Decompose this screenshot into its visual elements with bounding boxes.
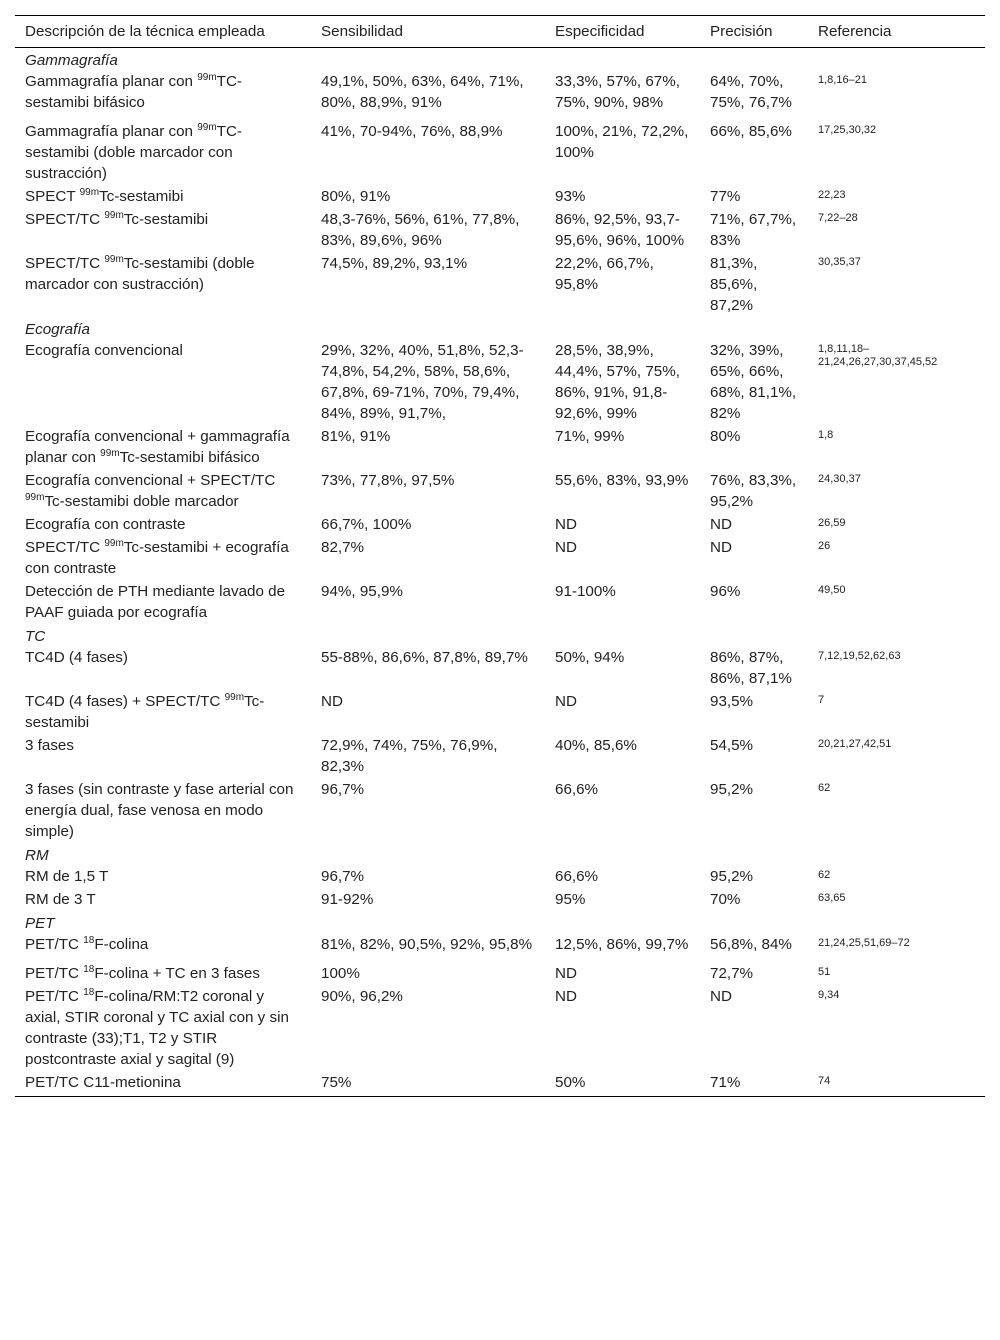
- section-label: Gammagrafía: [25, 52, 118, 69]
- reference-cell: 63,65: [818, 892, 846, 904]
- precision-cell: 71%: [700, 1072, 808, 1097]
- precision-cell: 95,2%: [710, 868, 754, 885]
- reference-cell: 17,25,30,32: [818, 124, 877, 136]
- isotope-mass-number: 18: [83, 986, 95, 998]
- sensitivity-cell: 81%, 91%: [321, 428, 391, 445]
- section-row: [15, 912, 985, 934]
- precision-cell: 64%, 70%, 75%, 76,7%: [710, 73, 792, 111]
- specificity-cell: 12,5%, 86%, 99,7%: [555, 936, 689, 953]
- precision-cell: 56,8%, 84%: [710, 936, 792, 953]
- specificity-cell: 95%: [555, 891, 586, 908]
- section-row: [15, 844, 985, 866]
- precision-cell: ND: [710, 539, 732, 556]
- technique-text-suffix: TC-sestamibi (doble marcador con sustracción): [25, 123, 242, 182]
- isotope-mass-number: 99m: [224, 691, 245, 703]
- precision-cell: ND: [710, 988, 732, 1005]
- technique-text-suffix: Tc-sestamibi doble marcador: [44, 493, 239, 510]
- specificity-cell: 66,6%: [555, 868, 599, 885]
- isotope-mass-number: 18: [83, 963, 95, 975]
- isotope-mass-number: 99m: [104, 537, 124, 549]
- section-label: RM: [25, 847, 49, 864]
- specificity-cell: 71%, 99%: [555, 428, 625, 445]
- specificity-cell: 33,3%, 57%, 67%, 75%, 90%, 98%: [555, 73, 680, 111]
- precision-cell: 72,7%: [710, 965, 754, 982]
- technique-text-suffix: Tc-sestamibi + ecografía con contraste: [25, 539, 289, 577]
- header-cell-sensitivity: Sensibilidad: [311, 16, 545, 48]
- sensitivity-cell: 82,7%: [321, 539, 365, 556]
- table-row: [15, 691, 985, 735]
- reference-cell: 22,23: [818, 189, 846, 201]
- table-row: [15, 581, 985, 625]
- sensitivity-cell: 96,7%: [321, 868, 365, 885]
- reference-cell: 49,50: [818, 584, 846, 596]
- technique-cell: [15, 209, 311, 253]
- reference-cell: 7: [818, 694, 825, 706]
- section-row: [15, 318, 985, 340]
- specificity-cell: 86%, 92,5%, 93,7-95,6%, 96%, 100%: [555, 211, 685, 249]
- technique-text-suffix: Tc-sestamibi bifásico: [119, 449, 260, 466]
- technique-text: PET/TC: [25, 936, 84, 953]
- technique-text: Gammagrafía planar con: [25, 73, 198, 90]
- technique-text: Ecografía convencional + gammagrafía planar con: [25, 428, 290, 466]
- section-label: TC: [25, 628, 46, 645]
- table-row: [15, 537, 985, 581]
- sensitivity-cell: 74,5%, 89,2%, 93,1%: [321, 255, 468, 272]
- table-row: [15, 934, 985, 963]
- reference-cell: 7,22–28: [818, 212, 858, 224]
- reference-cell: 1,8,11,18–21,24,26,27,30,37,45,52: [818, 343, 938, 368]
- technique-cell: [15, 691, 311, 735]
- sensitivity-cell: 41%, 70-94%, 76%, 88,9%: [321, 123, 503, 140]
- technique-text-suffix: F-colina: [94, 936, 149, 953]
- table-row: [15, 121, 985, 186]
- technique-cell: [15, 889, 311, 912]
- technique-text: Ecografía con contraste: [25, 516, 186, 533]
- precision-cell: 76%, 83,3%, 95,2%: [710, 472, 797, 510]
- reference-cell: 26: [818, 540, 831, 552]
- technique-text: Ecografía convencional: [25, 342, 183, 359]
- sensitivity-cell: ND: [321, 693, 343, 710]
- technique-cell: [15, 253, 311, 318]
- precision-cell: ND: [710, 516, 732, 533]
- sensitivity-cell: 55-88%, 86,6%, 87,8%, 89,7%: [321, 649, 528, 666]
- technique-text: SPECT/TC: [25, 539, 105, 556]
- precision-cell: 70%: [710, 891, 741, 908]
- isotope-mass-number: 99m: [79, 186, 100, 198]
- sensitivity-cell: 49,1%, 50%, 63%, 64%, 71%, 80%, 88,9%, 91%: [321, 73, 524, 111]
- precision-cell: 81,3%, 85,6%, 87,2%: [710, 255, 758, 314]
- precision-cell: 96%: [710, 583, 741, 600]
- isotope-mass-number: 99m: [197, 71, 217, 83]
- technique-text-suffix: Tc-sestamibi: [99, 188, 184, 205]
- isotope-mass-number: 99m: [197, 121, 217, 133]
- technique-cell: [15, 470, 311, 514]
- reference-cell: 20,21,27,42,51: [818, 738, 892, 750]
- isotope-mass-number: 99m: [100, 447, 120, 459]
- table-row: [15, 209, 985, 253]
- specificity-cell: 93%: [555, 188, 586, 205]
- technique-text: SPECT/TC: [25, 255, 105, 272]
- table-row: [15, 735, 985, 779]
- precision-cell: 77%: [710, 188, 741, 205]
- technique-cell: [15, 426, 311, 470]
- technique-cell: [15, 121, 311, 186]
- table-row: [15, 71, 985, 121]
- table-row: [15, 986, 985, 1072]
- reference-cell: 30,35,37: [818, 256, 861, 268]
- technique-text-suffix: Tc-sestamibi: [123, 211, 209, 228]
- reference-cell: 24,30,37: [818, 473, 861, 485]
- technique-text-suffix: TC-sestamibi bifásico: [25, 73, 242, 111]
- precision-cell: 80%: [710, 428, 741, 445]
- technique-text: SPECT: [25, 188, 80, 205]
- isotope-mass-number: 99m: [104, 209, 124, 221]
- reference-cell: 26,59: [818, 517, 846, 529]
- technique-text: TC4D (4 fases): [25, 649, 128, 666]
- specificity-cell: 55,6%, 83%, 93,9%: [555, 472, 689, 489]
- specificity-cell: ND: [555, 988, 577, 1005]
- sensitivity-cell: 75%: [311, 1072, 545, 1097]
- specificity-cell: ND: [555, 965, 577, 982]
- sensitivity-cell: 81%, 82%, 90,5%, 92%, 95,8%: [321, 936, 533, 953]
- table-row: [15, 186, 985, 209]
- table-row: [15, 514, 985, 537]
- sensitivity-cell: 73%, 77,8%, 97,5%: [321, 472, 455, 489]
- sensitivity-cell: 66,7%, 100%: [321, 516, 412, 533]
- table-row: [15, 866, 985, 889]
- sensitivity-cell: 80%, 91%: [321, 188, 391, 205]
- precision-cell: 95,2%: [710, 781, 754, 798]
- reference-cell: 7,12,19,52,62,63: [818, 650, 901, 662]
- technique-text: PET/TC: [25, 965, 84, 982]
- reference-cell: 1,8: [818, 429, 834, 441]
- technique-cell: [15, 779, 311, 844]
- technique-cell: [15, 647, 311, 691]
- technique-cell: [15, 514, 311, 537]
- technique-text: Gammagrafía planar con: [25, 123, 198, 140]
- reference-cell: 74: [808, 1072, 985, 1097]
- header-cell-specificity: Especificidad: [545, 16, 700, 48]
- reference-cell: 51: [818, 966, 831, 978]
- technique-text: Detección de PTH mediante lavado de PAAF guiada por ecografía: [25, 583, 286, 621]
- precision-cell: 71%, 67,7%, 83%: [710, 211, 797, 249]
- specificity-cell: 40%, 85,6%: [555, 737, 637, 754]
- precision-cell: 86%, 87%, 86%, 87,1%: [710, 649, 792, 687]
- section-label: Ecografía: [25, 321, 91, 338]
- section-label: PET: [25, 915, 55, 932]
- specificity-cell: 100%, 21%, 72,2%, 100%: [555, 123, 689, 161]
- technique-text: RM de 3 T: [25, 891, 96, 908]
- technique-cell: [15, 986, 311, 1072]
- sensitivity-cell: 94%, 95,9%: [321, 583, 403, 600]
- sensitivity-cell: 29%, 32%, 40%, 51,8%, 52,3-74,8%, 54,2%, 58%, 58,6%, 67,8%, 69-71%, 70%, 79,4%, 84%, 89%, 91,7%,: [321, 342, 524, 422]
- specificity-cell: 22,2%, 66,7%, 95,8%: [555, 255, 654, 293]
- table-row: [15, 889, 985, 912]
- technique-text: PET/TC: [25, 988, 84, 1005]
- reference-cell: 21,24,25,51,69–72: [818, 937, 910, 949]
- sensitivity-cell: 96,7%: [321, 781, 365, 798]
- precision-cell: 93,5%: [710, 693, 754, 710]
- header-cell-precision: Precisión: [700, 16, 808, 48]
- technique-text: 3 fases (sin contraste y fase arterial con energía dual, fase venosa en modo simple): [25, 781, 294, 840]
- table-row: [15, 340, 985, 426]
- technique-cell: [15, 581, 311, 625]
- technique-text: TC4D (4 fases) + SPECT/TC: [25, 693, 225, 710]
- sensitivity-cell: 100%: [321, 965, 360, 982]
- technique-text: 3 fases: [25, 737, 74, 754]
- specificity-cell: 50%: [545, 1072, 700, 1097]
- technique-cell: [15, 735, 311, 779]
- technique-text-suffix: F-colina + TC en 3 fases: [94, 965, 260, 982]
- technique-cell: [15, 537, 311, 581]
- specificity-cell: ND: [555, 516, 577, 533]
- technique-text: SPECT/TC: [25, 211, 105, 228]
- isotope-mass-number: 18: [83, 934, 95, 946]
- sensitivity-cell: 90%, 96,2%: [321, 988, 403, 1005]
- technique-text-suffix: Tc-sestamibi (doble marcador con sustracción): [25, 255, 255, 293]
- header-cell-description: Descripción de la técnica empleada: [15, 16, 311, 48]
- table-row: [15, 779, 985, 844]
- specificity-cell: 66,6%: [555, 781, 599, 798]
- section-row: [15, 625, 985, 647]
- technique-cell: [15, 186, 311, 209]
- section-row: [15, 48, 985, 72]
- technique-cell: [15, 866, 311, 889]
- reference-cell: 62: [818, 782, 831, 794]
- technique-text: Ecografía convencional + SPECT/TC: [25, 472, 276, 489]
- technique-text-suffix: F-colina/RM:T2 coronal y axial, STIR coronal y TC axial con y sin contraste (33);T1, T2 y STIR postcontraste axial y sagital (9): [25, 988, 289, 1068]
- specificity-cell: ND: [555, 693, 577, 710]
- precision-cell: 66%, 85,6%: [710, 123, 792, 140]
- table-row: [15, 426, 985, 470]
- technique-text: RM de 1,5 T: [25, 868, 109, 885]
- header-cell-reference: Referencia: [808, 16, 985, 48]
- specificity-cell: 28,5%, 38,9%, 44,4%, 57%, 75%, 86%, 91%, 91,8-92,6%, 99%: [555, 342, 680, 422]
- isotope-mass-number: 99m: [104, 253, 124, 265]
- specificity-cell: ND: [555, 539, 577, 556]
- diagnostic-techniques-table: [15, 15, 985, 1097]
- technique-text-suffix: Tc-sestamibi: [25, 693, 265, 731]
- table-row: [15, 253, 985, 318]
- technique-cell: [15, 340, 311, 426]
- header-row: [15, 16, 985, 48]
- sensitivity-cell: 91-92%: [321, 891, 374, 908]
- reference-cell: 62: [818, 869, 831, 881]
- table-row: [15, 470, 985, 514]
- sensitivity-cell: 72,9%, 74%, 75%, 76,9%, 82,3%: [321, 737, 498, 775]
- technique-cell: [15, 963, 311, 986]
- reference-cell: 9,34: [818, 989, 840, 1001]
- table-body: [15, 48, 985, 1097]
- technique-text: PET/TC C11-metionina: [25, 1074, 181, 1091]
- isotope-mass-number: 99m: [25, 491, 45, 503]
- technique-cell: [15, 71, 311, 121]
- technique-cell: [15, 1072, 311, 1097]
- technique-cell: [15, 934, 311, 963]
- table-row: [15, 963, 985, 986]
- table-row: [15, 1072, 985, 1097]
- reference-cell: 1,8,16–21: [818, 74, 867, 86]
- specificity-cell: 50%, 94%: [555, 649, 625, 666]
- sensitivity-cell: 48,3-76%, 56%, 61%, 77,8%, 83%, 89,6%, 96%: [321, 211, 520, 249]
- table-row: [15, 647, 985, 691]
- specificity-cell: 91-100%: [555, 583, 616, 600]
- precision-cell: 32%, 39%, 65%, 66%, 68%, 81,1%, 82%: [710, 342, 797, 422]
- precision-cell: 54,5%: [710, 737, 754, 754]
